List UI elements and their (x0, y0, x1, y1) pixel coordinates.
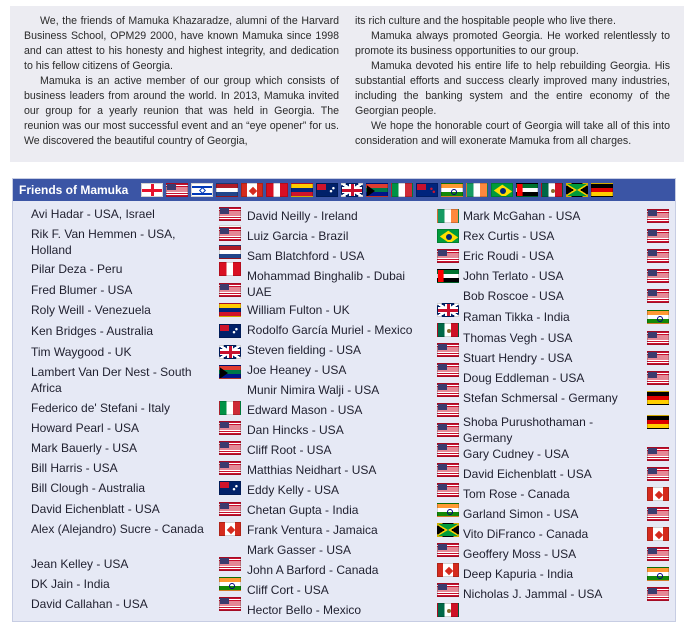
friend-name: David Eichenblatt - USA (31, 502, 160, 516)
canada-flag-icon (241, 183, 263, 197)
usa-flag-icon (647, 289, 669, 303)
jamaica-flag-icon (566, 183, 588, 197)
friend-name: Fred Blumer - USA (31, 283, 133, 297)
friend-flags (647, 331, 669, 345)
friend-name: Bill Harris - USA (31, 461, 118, 475)
friend-flags (219, 557, 241, 571)
usa-flag-icon (647, 371, 669, 385)
usa-flag-icon (647, 547, 669, 561)
friend-name: Rodolfo García Muriel - Mexico (247, 323, 413, 337)
israel-flag-icon (191, 183, 213, 197)
friend-name: Edward Mason - USA (247, 403, 363, 417)
friend-name: Mark McGahan - USA (463, 209, 581, 223)
friend-name: Chetan Gupta - India (247, 503, 359, 517)
friend-entry (463, 527, 669, 543)
friend-entry (463, 567, 669, 583)
usa-flag-icon (647, 587, 669, 601)
friend-flags (437, 363, 459, 377)
germany-flag-icon (647, 391, 669, 405)
friend-entry (463, 331, 669, 347)
friend-entry (31, 365, 241, 396)
friend-entry (247, 363, 459, 379)
friend-flags (647, 467, 669, 481)
letter-paragraph: We, the friends of Mamuka Khazaradze, alumni of the Harvard Business School, OPM29 2000, have known Mamuka since 1998 and can attest to his honesty and highest integrity, and dedication to his fellow citizens of Georgia. (24, 15, 339, 72)
friend-name: John Terlato - USA (463, 269, 564, 283)
friend-entry (247, 583, 459, 599)
venezuela-flag-icon (291, 183, 313, 197)
friend-flags (647, 391, 669, 405)
friend-entry (463, 391, 669, 407)
australia-flag-icon (219, 324, 241, 338)
friend-name: Mohammad Binghalib - Dubai UAE (247, 269, 406, 299)
usa-flag-icon (219, 227, 241, 241)
friend-flags (647, 269, 669, 283)
canada-flag-icon (219, 522, 241, 536)
friend-flags (219, 303, 241, 317)
friend-name: Eddy Kelly - USA (247, 483, 340, 497)
georgia-flag-icon (141, 183, 163, 197)
friend-name: Nicholas J. Jammal - USA (463, 587, 603, 601)
friend-name: William Fulton - UK (247, 303, 350, 317)
friend-flags (647, 547, 669, 561)
friend-entry (31, 502, 241, 518)
friend-name: John A Barford - Canada (247, 563, 379, 577)
newzealand-flag-icon (416, 183, 438, 197)
friend-flags (647, 371, 669, 385)
friend-name: DK Jain - India (31, 577, 110, 591)
friend-entry (247, 543, 459, 559)
friend-entry (247, 269, 459, 300)
friend-entry (247, 523, 459, 539)
friend-name: David Callahan - USA (31, 597, 148, 611)
friend-entry (463, 229, 669, 245)
ireland-flag-icon (466, 183, 488, 197)
usa-flag-icon (437, 363, 459, 377)
friend-flags (647, 229, 669, 243)
germany-flag-icon (591, 183, 613, 197)
friend-name: Jean Kelley - USA (31, 557, 129, 571)
friend-flags (647, 487, 669, 501)
usa-flag-icon (219, 597, 241, 611)
friend-entry (247, 603, 459, 619)
friend-flags (437, 323, 459, 337)
friend-entry (463, 209, 669, 225)
usa-flag-icon (219, 421, 241, 435)
friend-flags (437, 423, 459, 437)
southafrica-flag-icon (219, 365, 241, 379)
usa-flag-icon (647, 331, 669, 345)
usa-flag-icon (437, 583, 459, 597)
canada-flag-icon (647, 527, 669, 541)
friend-name: Cliff Cort - USA (247, 583, 329, 597)
friend-name: Eric Roudi - USA (463, 249, 554, 263)
ireland-flag-icon (437, 209, 459, 223)
holland-flag-icon (219, 245, 241, 259)
usa-flag-icon (647, 351, 669, 365)
friend-entry (247, 443, 459, 459)
friend-name: Roly Weill - Venezuela (31, 303, 151, 317)
friend-flags (437, 603, 459, 617)
friend-name: David Eichenblatt - USA (463, 467, 592, 481)
usa-flag-icon (437, 249, 459, 263)
usa-flag-icon (437, 443, 459, 457)
friend-flags (437, 249, 459, 263)
friend-flags (437, 303, 459, 317)
panel-title: Friends of Mamuka (19, 183, 129, 197)
letter-paragraph: Mamuka devoted his entire life to help rebuilding Georgia. His substantial efforts and success clearly improved many industries, including the banking system and the entire economy of the Georgian people. (355, 60, 670, 117)
friend-entry (463, 507, 669, 523)
friend-flags (219, 421, 241, 435)
friend-flags (647, 351, 669, 365)
friend-entry (247, 463, 459, 479)
friend-flags (437, 343, 459, 357)
friend-name: Tom Rose - Canada (463, 487, 570, 501)
friend-entry (31, 324, 241, 340)
usa-flag-icon (219, 461, 241, 475)
usa-flag-icon (437, 483, 459, 497)
friend-entry (247, 209, 459, 225)
india-flag-icon (647, 567, 669, 581)
friend-entry (247, 249, 459, 265)
friend-entry (247, 563, 459, 579)
friend-name: Shoba Purushothaman - Germany (463, 415, 594, 445)
letter-text (10, 6, 684, 162)
letter-paragraph: We hope the honorable court of Georgia will take all of this into consideration and will exonerate Mamuka from all charges. (355, 120, 670, 147)
friend-entry (463, 447, 669, 463)
letter-column-left (24, 14, 339, 162)
friend-name: Joe Heaney - USA (247, 363, 347, 377)
friend-name: Mark Bauerly - USA (31, 441, 138, 455)
canada-flag-icon (437, 563, 459, 577)
letter-column-right (355, 14, 670, 162)
friend-entry (463, 249, 669, 265)
friend-flags (437, 503, 459, 517)
friend-flags (437, 523, 459, 537)
italy-flag-icon (391, 183, 413, 197)
uk-flag-icon (219, 345, 241, 359)
friend-flags (219, 461, 241, 475)
usa-flag-icon (437, 423, 459, 437)
uk-flag-icon (341, 183, 363, 197)
mexico-flag-icon (541, 183, 563, 197)
australia-flag-icon (219, 481, 241, 495)
usa-flag-icon (219, 207, 241, 221)
friend-flags (647, 447, 669, 461)
india-flag-icon (441, 183, 463, 197)
friend-entry (463, 289, 669, 305)
friend-entry (463, 547, 669, 563)
mexico-flag-icon (437, 603, 459, 617)
venezuela-flag-icon (219, 303, 241, 317)
friend-flags (219, 283, 241, 297)
friend-name: Sam Blatchford - USA (247, 249, 365, 263)
friend-name: Mark Gasser - USA (247, 543, 352, 557)
friend-name: Rik F. Van Hemmen - USA, Holland (31, 227, 176, 257)
friend-entry (31, 262, 241, 278)
friend-flags (437, 443, 459, 457)
friend-entry (31, 421, 241, 437)
friend-flags (437, 583, 459, 597)
southafrica-flag-icon (366, 183, 388, 197)
usa-flag-icon (647, 447, 669, 461)
friend-entry (463, 487, 669, 503)
uk-flag-icon (437, 303, 459, 317)
usa-flag-icon (437, 543, 459, 557)
friend-flags (219, 324, 241, 338)
usa-flag-icon (219, 283, 241, 297)
friend-flags (647, 507, 669, 521)
friend-name: Luiz Garcia - Brazil (247, 229, 349, 243)
friend-entry (31, 522, 241, 538)
friend-name: Geoffery Moss - USA (463, 547, 577, 561)
friend-name: Steven fielding - USA (247, 343, 362, 357)
friend-entry (31, 303, 241, 319)
friend-name: Frank Ventura - Jamaica (247, 523, 378, 537)
friend-flags (219, 262, 241, 276)
friend-name: Cliff Root - USA (247, 443, 332, 457)
friend-flags (219, 227, 241, 259)
friend-name: Doug Eddleman - USA (463, 371, 585, 385)
friend-flags (437, 403, 459, 417)
friend-flags (437, 229, 459, 243)
friend-name: Dan Hincks - USA (247, 423, 344, 437)
friend-flags (437, 383, 459, 397)
friend-entry (247, 503, 459, 519)
friends-panel (12, 178, 676, 622)
usa-flag-icon (437, 343, 459, 357)
friend-flags (647, 587, 669, 601)
friend-name: Raman Tikka - India (463, 310, 570, 324)
usa-flag-icon (647, 249, 669, 263)
letter-paragraph: Mamuka is an active member of our group which consists of business leaders from around the world. In 2013, Mamuka invited our group for a yearly reunion that was held in Georgia. The reunion was our most successful event and an “eye opener” for us. We discovered the beautiful country of Georgia, (24, 75, 339, 147)
usa-flag-icon (647, 229, 669, 243)
friend-entry (31, 207, 241, 223)
friends-list (13, 201, 675, 621)
friend-name: Avi Hadar - USA, Israel (31, 207, 155, 221)
friend-name: Thomas Vegh - USA (463, 331, 573, 345)
peru-flag-icon (219, 262, 241, 276)
usa-flag-icon (437, 383, 459, 397)
italy-flag-icon (219, 401, 241, 415)
friend-name: Ken Bridges - Australia (31, 324, 154, 338)
friend-entry (247, 303, 459, 319)
friend-flags (437, 543, 459, 557)
holland-flag-icon (216, 183, 238, 197)
friend-name: Stuart Hendry - USA (463, 351, 573, 365)
usa-flag-icon (437, 403, 459, 417)
friend-entry (31, 557, 241, 573)
peru-flag-icon (266, 183, 288, 197)
friend-name: Alex (Alejandro) Sucre - Canada (31, 522, 204, 536)
friend-entry (31, 597, 241, 613)
india-flag-icon (219, 577, 241, 591)
friend-name: Lambert Van Der Nest - South Africa (31, 365, 192, 395)
friend-name: Munir Nimira Walji - USA (247, 383, 380, 397)
uae-flag-icon (516, 183, 538, 197)
friend-name: Deep Kapuria - India (463, 567, 574, 581)
friend-name: Stefan Schmersal - Germany (463, 391, 618, 405)
friend-name: Rex Curtis - USA (463, 229, 555, 243)
friend-entry (31, 461, 241, 477)
friend-entry (463, 269, 669, 285)
friend-flags (647, 289, 669, 303)
friend-flags (647, 415, 669, 429)
usa-flag-icon (219, 502, 241, 516)
friend-name: Garland Simon - USA (463, 507, 579, 521)
uae-flag-icon (437, 269, 459, 283)
friend-flags (647, 527, 669, 541)
friend-entry (463, 587, 669, 603)
friend-entry (247, 423, 459, 439)
brazil-flag-icon (437, 229, 459, 243)
friend-entry (31, 441, 241, 457)
friend-entry (247, 483, 459, 499)
friends-panel-header (13, 179, 675, 201)
friend-flags (437, 483, 459, 497)
jamaica-flag-icon (437, 523, 459, 537)
friend-flags (437, 269, 459, 283)
friend-entry (463, 467, 669, 483)
friend-entry (247, 323, 459, 339)
friend-entry (463, 351, 669, 367)
friend-name: Vito DiFranco - Canada (463, 527, 589, 541)
usa-flag-icon (647, 209, 669, 223)
usa-flag-icon (647, 507, 669, 521)
friend-name: Federico de' Stefani - Italy (31, 401, 171, 415)
friend-flags (437, 463, 459, 477)
letter-paragraph: its rich culture and the hospitable people who live there. (355, 15, 616, 27)
friend-flags (219, 441, 241, 455)
friend-name: Bob Roscoe - USA (463, 289, 564, 303)
friend-flags (437, 209, 459, 223)
friend-entry (463, 371, 669, 387)
india-flag-icon (647, 310, 669, 324)
mexico-flag-icon (437, 323, 459, 337)
friend-name: Pilar Deza - Peru (31, 262, 123, 276)
friend-flags (219, 597, 241, 611)
australia-flag-icon (316, 183, 338, 197)
letter-paragraph: Mamuka always promoted Georgia. He worked relentlessly to promote its business opportunities to our group. (355, 30, 670, 57)
friend-flags (647, 310, 669, 324)
friend-flags (647, 249, 669, 263)
friend-entry (31, 481, 241, 497)
usa-flag-icon (166, 183, 188, 197)
friend-name: Matthias Neidhart - USA (247, 463, 377, 477)
friend-entry (247, 343, 459, 359)
friend-entry (463, 310, 669, 326)
friend-name: David Neilly - Ireland (247, 209, 358, 223)
brazil-flag-icon (491, 183, 513, 197)
friend-flags (647, 209, 669, 223)
friend-entry (31, 401, 241, 417)
canada-flag-icon (647, 487, 669, 501)
usa-flag-icon (647, 269, 669, 283)
friend-flags (219, 502, 241, 516)
friend-entry (31, 345, 241, 361)
friend-flags (219, 577, 241, 591)
friend-flags (437, 563, 459, 577)
usa-flag-icon (437, 463, 459, 477)
friend-entry (463, 415, 669, 446)
friend-entry (31, 283, 241, 299)
friend-flags (219, 345, 241, 359)
friend-entry (247, 403, 459, 419)
friend-flags (219, 522, 241, 536)
germany-flag-icon (647, 415, 669, 429)
friend-name: Tim Waygood - UK (31, 345, 132, 359)
usa-flag-icon (647, 467, 669, 481)
friend-flags (219, 365, 241, 379)
friend-entry (31, 577, 241, 593)
india-flag-icon (437, 503, 459, 517)
friend-flags (219, 481, 241, 495)
friend-entry (31, 227, 241, 258)
friend-name: Bill Clough - Australia (31, 481, 146, 495)
friend-entry (247, 229, 459, 245)
friend-flags (219, 401, 241, 415)
usa-flag-icon (219, 441, 241, 455)
friend-flags (647, 567, 669, 581)
friend-name: Gary Cudney - USA (463, 447, 570, 461)
friend-entry (247, 383, 459, 399)
friend-name: Howard Pearl - USA (31, 421, 140, 435)
friend-name: Hector Bello - Mexico (247, 603, 362, 617)
usa-flag-icon (219, 557, 241, 571)
